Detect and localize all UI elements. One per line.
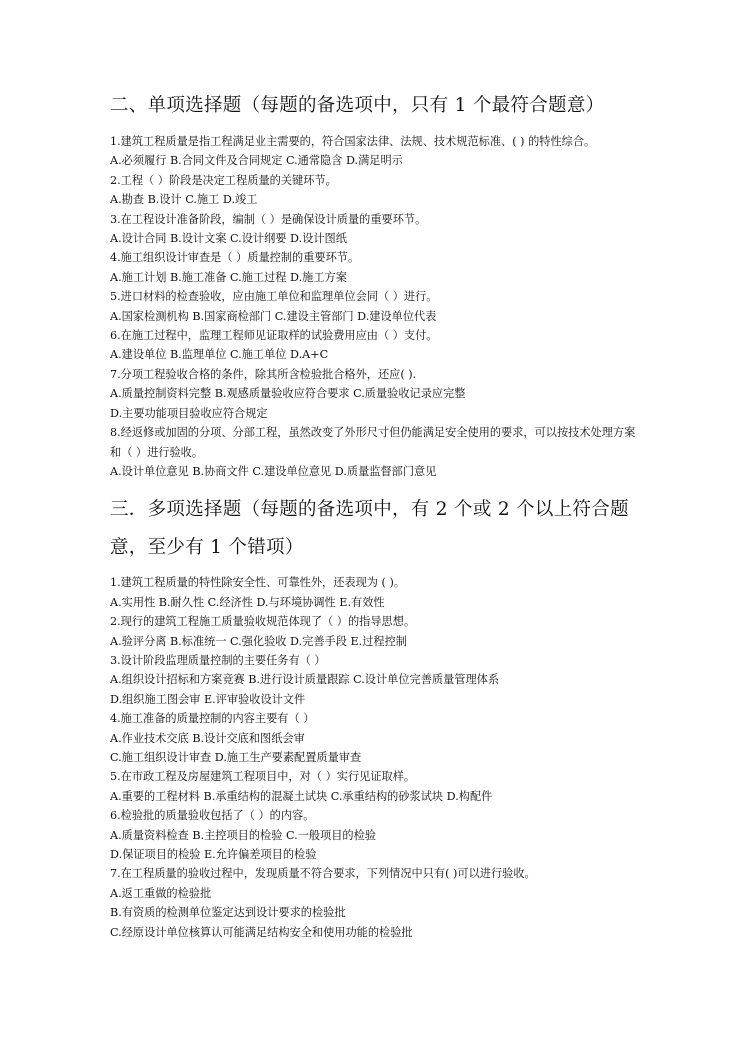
question-line: 8.经返修或加固的分项、分部工程，虽然改变了外形尺寸但仍能满足安全使用的要求，可以按技术处理方案和（ ）进行验收。 bbox=[110, 426, 636, 459]
question-line: 5.进口材料的检查验收，应由施工单位和监理单位会同（ ）进行。 bbox=[110, 290, 438, 304]
options-line: A.国家检测机构 B.国家商检部门 C.建设主管部门 D.建设单位代表 bbox=[110, 309, 437, 323]
options-line: B.有资质的检测单位鉴定达到设计要求的检验批 bbox=[110, 906, 346, 920]
single-choice-list bbox=[110, 132, 640, 481]
question-line: 6.在施工过程中，监理工程师见证取样的试验费用应由（ ）支付。 bbox=[110, 329, 438, 343]
options-line: D.组织施工图会审 E.评审验收设计文件 bbox=[110, 692, 306, 706]
document-page bbox=[110, 92, 640, 942]
question-line: 7.分项工程验收合格的条件，除其所含检验批合格外，还应( ). bbox=[110, 367, 417, 381]
section-heading-multiple-choice: 三．多项选择题（每题的备选项中，有 2 个或 2 个以上符合题意，至少有 1 个错项） bbox=[110, 499, 629, 559]
options-line: A.实用性 B.耐久性 C.经济性 D.与环境协调性 E.有效性 bbox=[110, 595, 385, 609]
options-line: A.设计合同 B.设计文案 C.设计纲要 D.设计图纸 bbox=[110, 232, 347, 246]
options-line: A.验评分离 B.标准统一 C.强化验收 D.完善手段 E.过程控制 bbox=[110, 634, 407, 648]
question-line: 4.施工组织设计审查是（ ）质量控制的重要环节。 bbox=[110, 251, 360, 265]
question-line: 2.工程（ ）阶段是决定工程质量的关键环节。 bbox=[110, 173, 337, 187]
options-line: C.施工组织设计审查 D.施工生产要素配置质量审查 bbox=[110, 750, 362, 764]
section-heading-single-choice: 二、单项选择题（每题的备选项中，只有 1 个最符合题意） bbox=[110, 95, 605, 116]
options-line: A.施工计划 B.施工准备 C.施工过程 D.施工方案 bbox=[110, 270, 347, 284]
options-line: A.勘查 B.设计 C.施工 D.竣工 bbox=[110, 193, 258, 207]
options-line: D.保证项目的检验 E.允许偏差项目的检验 bbox=[110, 848, 317, 861]
options-line: A.质量控制资料完整 B.观感质量验收应符合要求 C.质量验收记录应完整 bbox=[110, 387, 466, 401]
options-line: A.质量资料检查 B.主控项目的检验 C.一般项目的检验 bbox=[110, 828, 376, 842]
question-line: 1.建筑工程质量的特性除安全性、可靠性外，还表现为 ( )。 bbox=[110, 576, 406, 590]
question-line: 3.设计阶段监理质量控制的主要任务有（ ） bbox=[110, 653, 326, 667]
question-line: 1.建筑工程质量是指工程满足业主需要的，符合国家法律、法规、技术规范标准、( ) 的特性综合。 bbox=[110, 135, 596, 148]
options-line: C.经原设计单位核算认可能满足结构安全和使用功能的检验批 bbox=[110, 925, 413, 939]
options-line: A.设计单位意见 B.协商文件 C.建设单位意见 D.质量监督部门意见 bbox=[110, 464, 437, 478]
options-line: A.必须履行 B.合同文件及合同规定 C.通常隐含 D.满足明示 bbox=[110, 154, 403, 168]
options-line: D.主要功能项目验收应符合规定 bbox=[110, 406, 268, 420]
question-line: 7.在工程质量的验收过程中，发现质量不符合要求，下列情况中只有( )可以进行验收。 bbox=[110, 867, 536, 881]
question-line: 5.在市政工程及房屋建筑工程项目中，对（ ）实行见证取样。 bbox=[110, 770, 416, 784]
options-line: A.作业技术交底 B.设计交底和图纸会审 bbox=[110, 731, 305, 745]
multiple-choice-list bbox=[110, 573, 640, 942]
options-line: A.建设单位 B.监理单位 C.施工单位 D.A+C bbox=[110, 348, 329, 362]
options-line: A.组织设计招标和方案竞赛 B.进行设计质量跟踪 C.设计单位完善质量管理体系 bbox=[110, 673, 500, 687]
options-line: A.返工重做的检验批 bbox=[110, 886, 212, 900]
question-line: 2.现行的建筑工程施工质量验收规范体现了（ ）的指导思想。 bbox=[110, 615, 416, 629]
options-line: A.重要的工程材料 B.承重结构的混凝土试块 C.承重结构的砂浆试块 D.构配件 bbox=[110, 789, 493, 803]
question-line: 4.施工准备的质量控制的内容主要有（ ） bbox=[110, 712, 315, 726]
question-line: 6.检验批的质量验收包括了（ ）的内容。 bbox=[110, 809, 315, 823]
question-line: 3.在工程设计准备阶段，编制（ ）是确保设计质量的重要环节。 bbox=[110, 212, 427, 226]
